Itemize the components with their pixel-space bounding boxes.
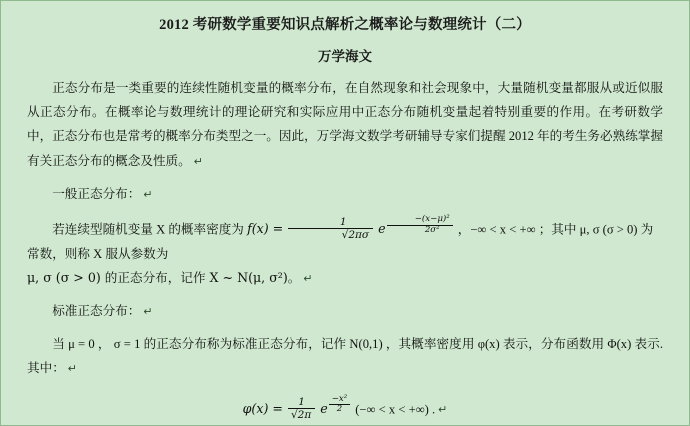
pilcrow-mark: ↵ <box>193 155 203 168</box>
exponent-fraction <box>387 215 453 236</box>
pilcrow-mark: ↵ <box>143 188 153 201</box>
pilcrow-mark: ↵ <box>303 272 313 285</box>
exponent-denominator: 2σ² <box>387 225 453 236</box>
general-density-tail <box>27 266 663 290</box>
general-density-mid-text: ，−∞ < x < +∞ ；其中 μ, σ (σ > 0) 为常数，则称 X 服从参数为 <box>27 222 654 261</box>
standard-density-formula <box>242 393 356 421</box>
fraction-numerator: 1 <box>298 395 305 408</box>
general-density-exponent <box>386 213 454 235</box>
paragraph-standard-normal <box>27 332 663 380</box>
pilcrow-mark: ↵ <box>67 363 77 376</box>
standard-density-exponent <box>328 393 352 415</box>
general-density-formula <box>247 213 458 242</box>
exponent-denominator: 2 <box>329 404 351 415</box>
general-density-exp-base: e <box>378 221 386 237</box>
document-subtitle: 万学海文 <box>318 48 372 64</box>
paragraph-standard-normal-text: 当 μ = 0 ， σ = 1 的正态分布称为标准正态分布，记作 N(0,1) ，其概率密度用 φ(x) 表示，分布函数用 Φ(x) 表示. 其中： <box>27 337 663 376</box>
paragraph-intro <box>27 76 663 173</box>
standard-density-exp-base: e <box>320 401 328 417</box>
general-density-lhs: f(x) = <box>247 221 284 237</box>
heading-standard-normal-text: 标准正态分布： <box>52 304 141 318</box>
sqrt-icon: √2πσ <box>341 229 370 242</box>
heading-standard-normal <box>27 299 663 323</box>
general-density-tail-text: μ, σ (σ > 0) 的正态分布，记作 X ~ N(μ, σ²)。 <box>27 269 301 285</box>
standard-density-formula-line <box>27 395 663 422</box>
fraction-denominator <box>288 408 315 421</box>
general-density-lead: 若连续型随机变量 X 的概率密度为 <box>52 222 244 237</box>
standard-density-domain: (−∞ < x < +∞) . <box>355 402 436 417</box>
exponent-fraction <box>329 395 351 416</box>
standard-density-fraction <box>288 396 315 421</box>
heading-general-normal-text: 一般正态分布： <box>52 186 141 201</box>
standard-density-lhs: φ(x) = <box>242 401 283 417</box>
general-density-line <box>27 215 663 266</box>
document-content <box>1 1 689 425</box>
sqrt-icon: √2π <box>290 408 312 421</box>
page-title: 2012 考研数学重要知识点解析之概率论与数理统计（二） <box>159 17 531 33</box>
heading-general-normal <box>27 182 663 206</box>
general-density-fraction <box>288 216 373 241</box>
fraction-numerator: 1 <box>339 216 347 229</box>
paragraph-intro-text: 正态分布是一类重要的连续性随机变量的概率分布，在自然现象和社会现象中，大量随机变量都服从或近似服从正态分布。在概率论与数理统计的理论研究和实际应用中正态分布随机变量起着特别重要的作用。在考研数学中，正态分布也是常考的概率分布类型之一。因此，万学海文数学考研辅导专家们提醒 2012 年的考生务必熟练掌握有关正态分布的概念及性质。 <box>27 81 663 168</box>
pilcrow-mark: ↵ <box>143 306 153 318</box>
exponent-numerator: −x² <box>331 393 348 404</box>
pilcrow-mark: ↵ <box>438 404 448 417</box>
fraction-denominator <box>288 228 373 241</box>
exponent-numerator: −(x−μ)² <box>414 213 450 224</box>
